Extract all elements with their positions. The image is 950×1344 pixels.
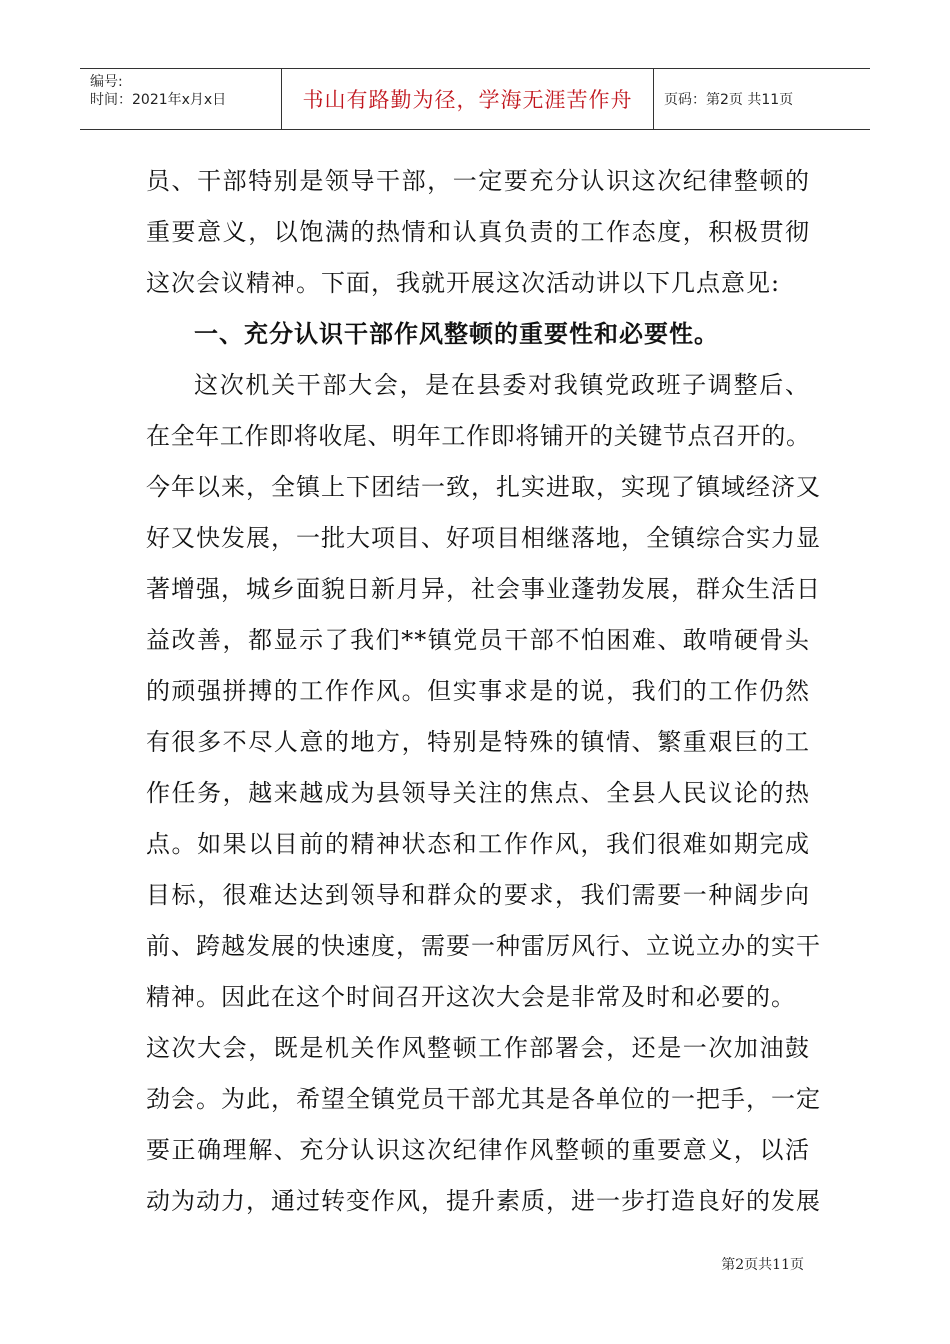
body-line: 这次大会，既是机关作风整顿工作部署会，还是一次加油鼓	[146, 1034, 810, 1062]
document-number-label: 编号:	[90, 74, 123, 90]
document-body	[146, 160, 821, 1231]
body-line: 点。如果以目前的精神状态和工作作风，我们很难如期完成	[146, 830, 810, 858]
body-line: 的顽强拼搏的工作作风。但实事求是的说，我们的工作仍然	[146, 677, 810, 705]
body-line: 员、干部特别是领导干部，一定要充分认识这次纪律整顿的	[146, 167, 810, 195]
body-line: 在全年工作即将收尾、明年工作即将铺开的关键节点召开的。	[146, 422, 810, 450]
body-line: 著增强，城乡面貌日新月异，社会事业蓬勃发展，群众生活日	[146, 575, 821, 603]
body-line: 作任务，越来越成为县领导关注的焦点、全县人民议论的热	[146, 779, 810, 807]
body-line: 今年以来，全镇上下团结一致，扎实进取，实现了镇域经济又	[146, 473, 821, 501]
page-header	[80, 68, 870, 130]
body-line: 前、跨越发展的快速度，需要一种雷厉风行、立说立办的实干	[146, 932, 821, 960]
body-line: 这次会议精神。下面，我就开展这次活动讲以下几点意见:	[146, 269, 781, 297]
body-line: 目标，很难达达到领导和群众的要求，我们需要一种阔步向	[146, 881, 810, 909]
body-line: 重要意义，以饱满的热情和认真负责的工作态度，积极贯彻	[146, 218, 810, 246]
body-line: 精神。因此在这个时间召开这次大会是非常及时和必要的。	[146, 983, 796, 1011]
body-line: 劲会。为此，希望全镇党员干部尤其是各单位的一把手，一定	[146, 1085, 821, 1113]
header-meta	[80, 69, 282, 129]
body-line: 动为动力，通过转变作风，提升素质，进一步打造良好的发展	[146, 1187, 821, 1215]
header-motto: 书山有路勤为径，学海无涯苦作舟	[282, 69, 654, 129]
page-footer: 第2页共11页	[721, 1257, 804, 1273]
body-line: 要正确理解、充分认识这次纪律作风整顿的重要意义，以活	[146, 1136, 810, 1164]
body-line: 有很多不尽人意的地方，特别是特殊的镇情、繁重艰巨的工	[146, 728, 810, 756]
body-line: 这次机关干部大会，是在县委对我镇党政班子调整后、	[194, 371, 810, 399]
header-page-info: 页码：第2页 共11页	[664, 92, 794, 108]
section-heading: 一、充分认识干部作风整顿的重要性和必要性。	[194, 320, 719, 348]
body-line: 好又快发展，一批大项目、好项目相继落地，全镇综合实力显	[146, 524, 821, 552]
document-time-label: 时间：2021年x月x日	[90, 92, 227, 108]
body-line: 益改善，都显示了我们**镇党员干部不怕困难、敢啃硬骨头	[146, 626, 810, 654]
